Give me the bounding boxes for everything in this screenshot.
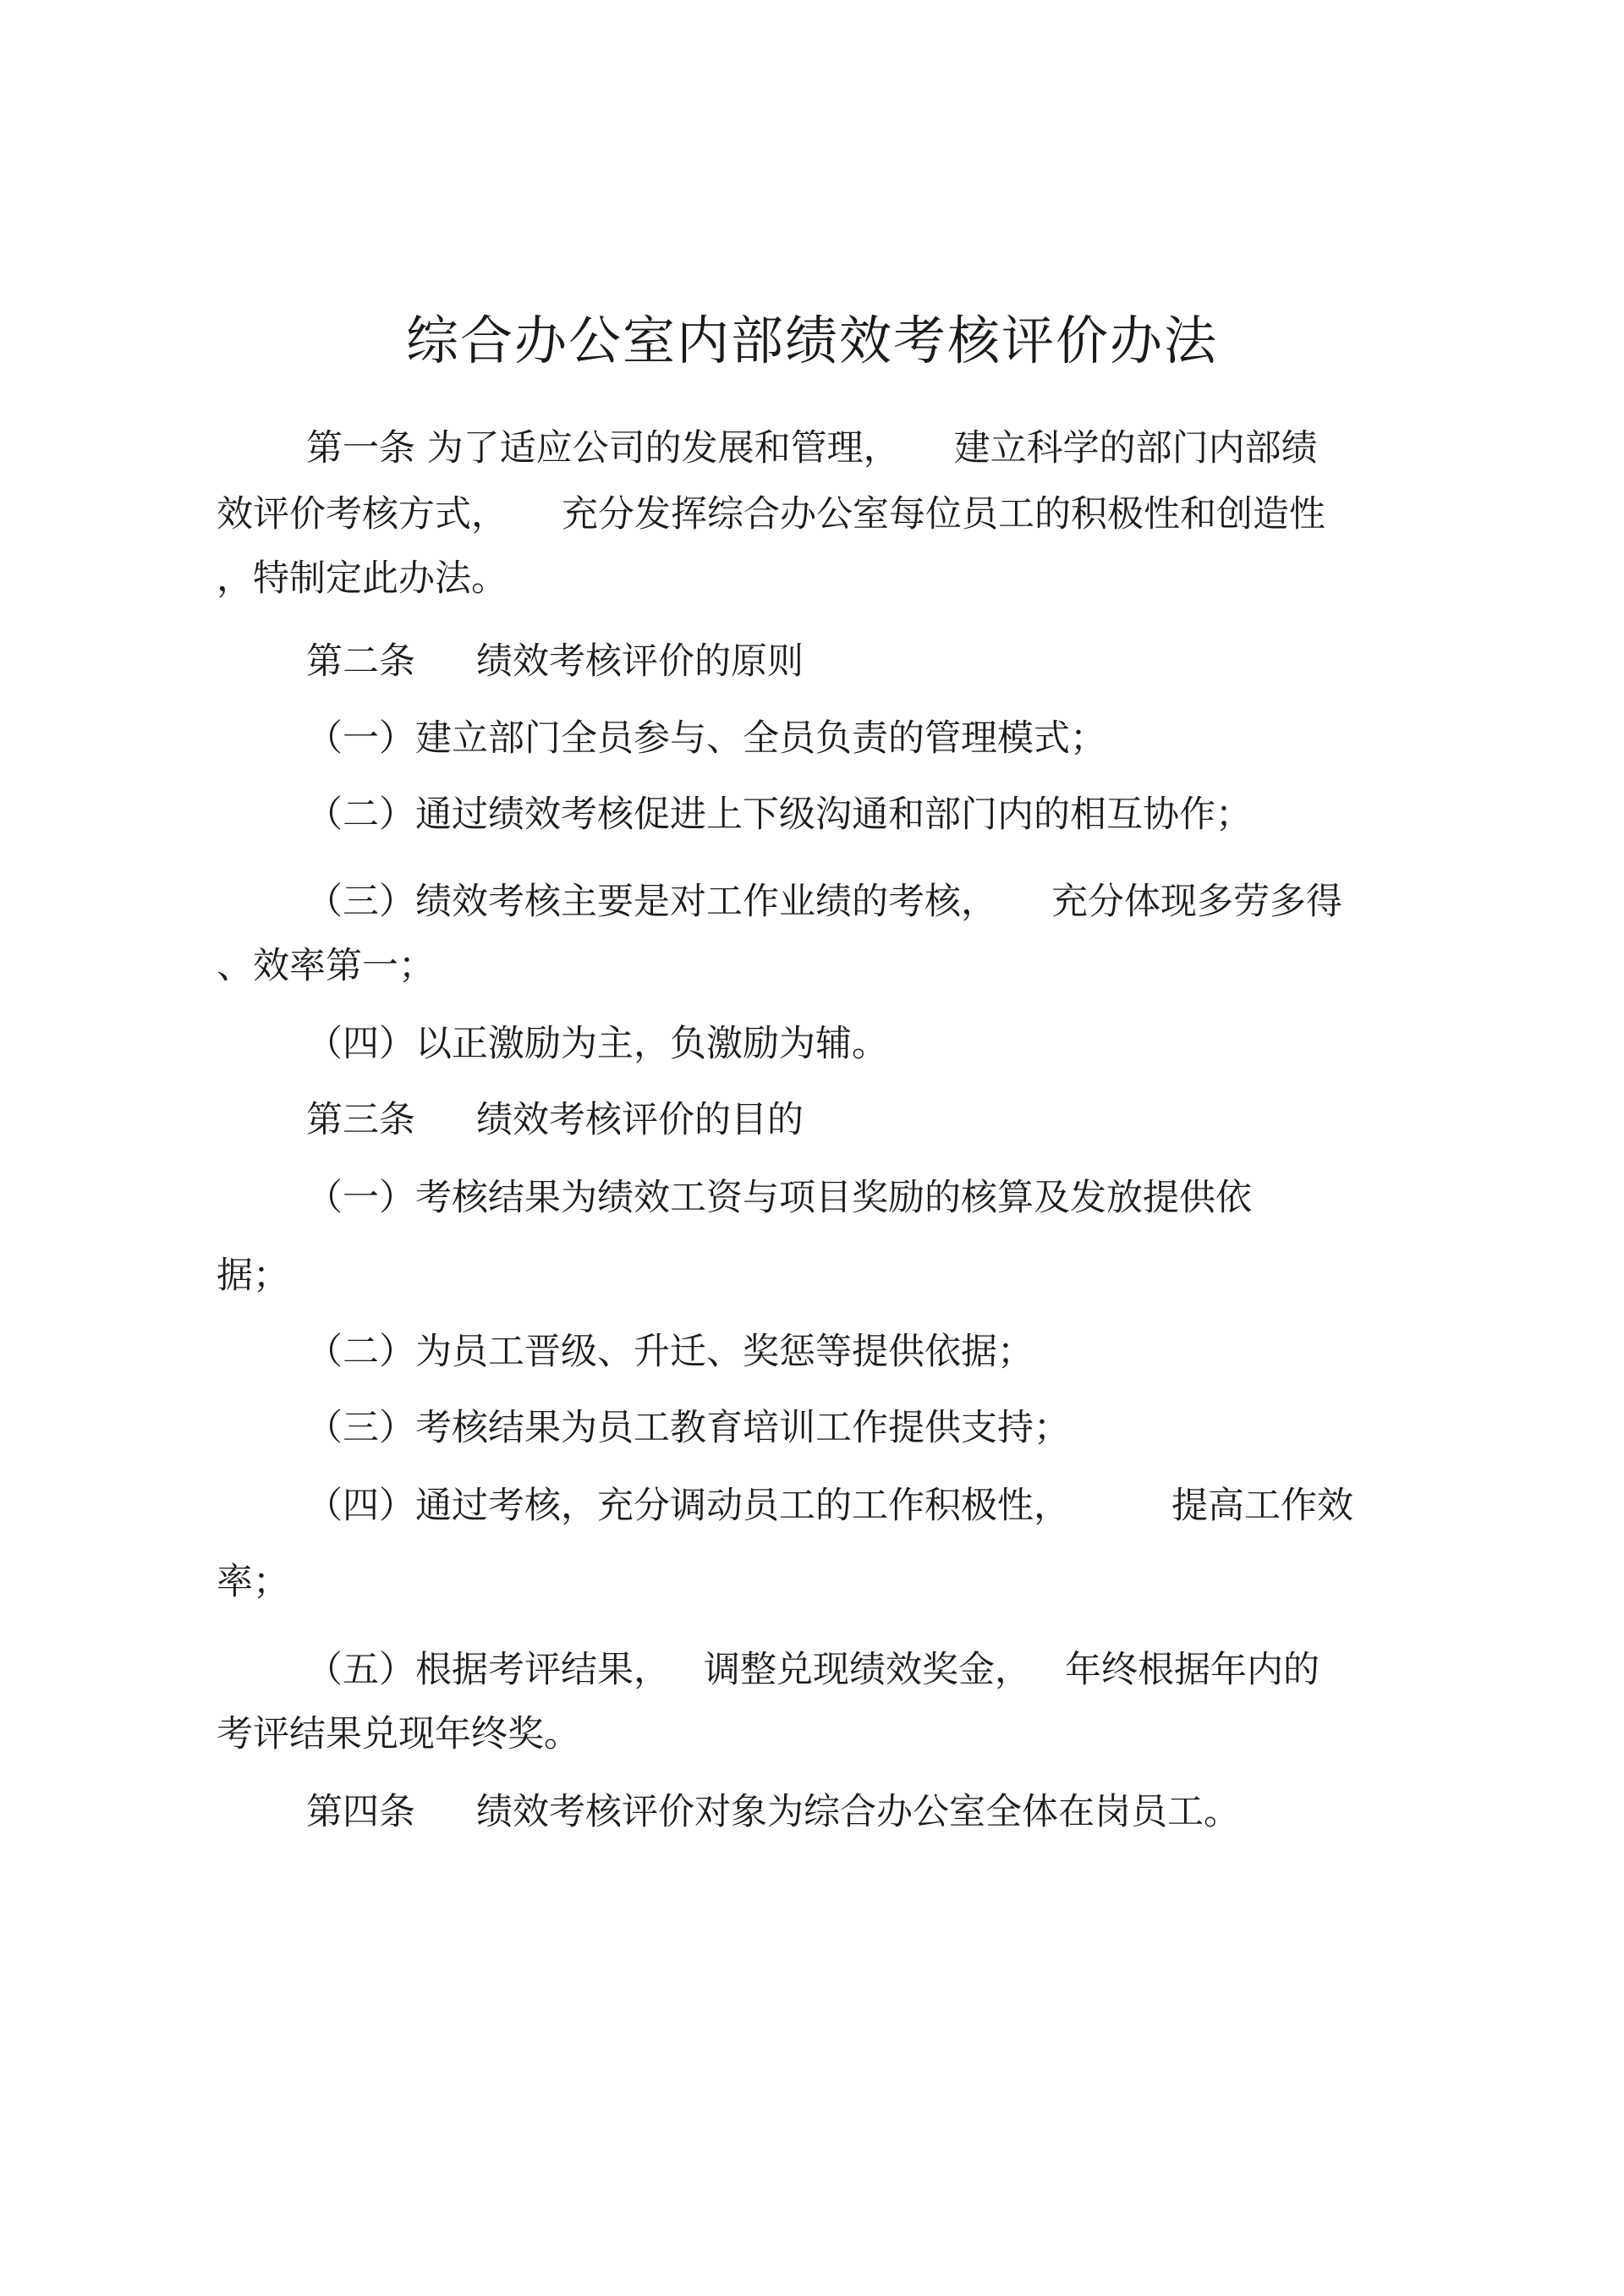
list-item: （二）为员工晋级、升迁、奖惩等提供依据； <box>306 1331 1034 1373</box>
text-segment: 、效率第一； <box>217 945 435 987</box>
article-2-item-3-line-1 <box>306 876 1342 927</box>
list-item: （一）建立部门全员参与、全员负责的管理模式； <box>306 717 1106 760</box>
article-4 <box>306 1787 1240 1837</box>
text-segment: （四）通过考核，充分调动员工的工作积极性， <box>306 1485 1070 1527</box>
article-3-item-3 <box>306 1403 1070 1453</box>
article-1-line-2 <box>217 489 1325 540</box>
text-segment: 充分体现多劳多得 <box>1051 881 1342 923</box>
list-item: （三）考核结果为员工教育培训工作提供支持； <box>306 1407 1070 1449</box>
document-title: 综合办公室内部绩效考核评价办法 <box>405 310 1218 371</box>
article-1-line-1 <box>306 423 1318 474</box>
article-label: 第二条 <box>306 640 415 683</box>
article-2-item-3-line-2 <box>217 941 435 991</box>
text-segment: 效评价考核方式， <box>217 493 508 536</box>
article-3-item-2 <box>306 1327 1034 1377</box>
text-segment: 率； <box>217 1561 289 1603</box>
text-segment: 提高工作效 <box>1171 1485 1353 1527</box>
text-segment: ，特制定此办法。 <box>217 558 508 600</box>
text-segment: 建立科学的部门内部绩 <box>953 427 1318 470</box>
article-1-line-3 <box>217 553 508 604</box>
article-heading: 绩效考核评价的目的 <box>476 1099 804 1141</box>
article-label: 第三条 <box>306 1099 415 1141</box>
article-3-item-4-line-1 <box>306 1480 1353 1531</box>
article-3-item-1-line-1 <box>306 1173 1252 1223</box>
article-3-item-5-line-2 <box>217 1709 580 1760</box>
text-segment: 调整兑现绩效奖金， <box>704 1649 1031 1691</box>
article-heading: 绩效考核评价的原则 <box>476 640 804 683</box>
text-segment: 据； <box>217 1255 289 1297</box>
article-2-heading <box>306 636 804 687</box>
article-2-item-1 <box>306 713 1106 764</box>
text-segment: （三）绩效考核主要是对工作业绩的考核， <box>306 881 997 923</box>
list-item: （二）通过绩效考核促进上下级沟通和部门内的相互协作； <box>306 794 1252 836</box>
article-3-item-1-line-2 <box>217 1250 289 1301</box>
article-2-item-2 <box>306 789 1252 840</box>
article-text: 绩效考核评价对象为综合办公室全体在岗员工。 <box>476 1791 1240 1833</box>
text-segment: （五）根据考评结果， <box>306 1649 670 1691</box>
text-segment: 考评结果兑现年终奖。 <box>217 1713 580 1755</box>
article-2-item-4 <box>306 1019 888 1069</box>
list-item: （四）以正激励为主，负激励为辅。 <box>306 1023 888 1065</box>
article-label: 第四条 <box>306 1791 415 1833</box>
article-3-item-5-line-1 <box>306 1645 1320 1695</box>
text-segment: （一）考核结果为绩效工资与项目奖励的核算及发放提供依 <box>306 1177 1252 1219</box>
article-3-item-4-line-2 <box>217 1557 289 1607</box>
text-segment: 充分发挥综合办公室每位员工的积极性和创造性 <box>562 493 1325 536</box>
article-3-heading <box>306 1095 804 1145</box>
text-segment: 第一条 为了适应公司的发展和管理， <box>306 427 900 470</box>
text-segment: 年终根据年内的 <box>1065 1649 1320 1691</box>
